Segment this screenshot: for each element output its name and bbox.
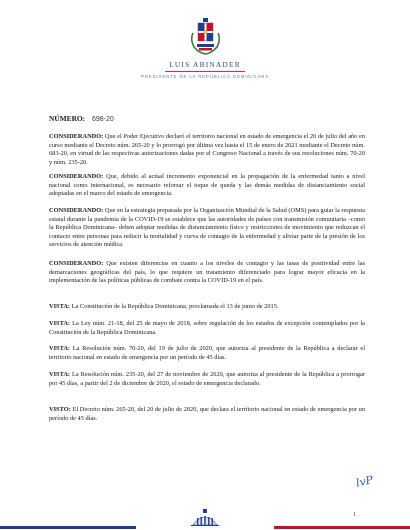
paragraph-text: Que en la estrategia preparada por la Organización Mundial de la Salud (OMS) para guiar la respuesta estatal durante la pandemia de la COVID-19 se establece que las autoridades de países con transmisión comunitaria –como la República Dominicana– deben adoptar medidas de distanciamiento físico y restricciones de movimiento que reduzcan el contacto entre personas para reducir la mortalidad y curva de contagio de la enfermedad y aliviar parte de la presión de los servicios de atención médica. (49, 207, 365, 249)
paragraph-considerando-3 (49, 207, 365, 250)
paragraph-text: La Resolución núm. 70-20, del 19 de julio de 2020, que autoriza al presidente de la República a declarar el territorio nacional en estado de emergencia por un período de 45 días. (49, 345, 365, 361)
paragraph-lead: VISTA: (49, 345, 71, 352)
paragraph-lead: VISTO: (49, 406, 71, 413)
paragraph-considerando-2 (49, 173, 365, 199)
footer-stripe-blue (0, 526, 136, 529)
paragraph-text: La Resolución núm. 235-20, del 27 de noviembre de 2020, que autoriza al presidente de la República a prorrogar por 45 días, a partir del 2 de diciembre de 2020, el estado de emergencia declarado. (49, 371, 365, 387)
paragraph-text: La Constitución de la República Dominicana, proclamada el 13 de junio de 2015. (70, 303, 279, 310)
paragraph-text: Que el Poder Ejecutivo declaró el territorio nacional en estado de emergencia el 20 de julio del año en curso mediante el Decreto núm. 265-20 y lo prorrogó por última vez hasta el 15 de enero de 2021 mediante el Decreto núm. 683-20, en virtud de las respectivas autorizaciones dadas por el Congreso Nacional a través de sus resoluciones núm. 70-20 y núm. 235-20. (49, 133, 365, 166)
paragraph-visto-1 (49, 406, 365, 423)
paragraph-text: Que, debido al actual incremento exponencial en la propagación de la enfermedad tanto a nivel nacional como internacional, es necesario reforzar el toque de queda y las demás medidas de distanciamiento social adoptadas en el marco del estado de emergencia. (49, 173, 365, 198)
footer-stripe-white (136, 526, 274, 529)
paragraph-considerando-1 (49, 133, 365, 167)
footer-stripe-red (274, 526, 410, 529)
paragraph-lead: CONSIDERANDO: (49, 260, 104, 267)
paragraph-lead: VISTA: (49, 320, 71, 327)
paragraph-lead: VISTA: (49, 303, 71, 310)
decree-number-label: NÚMERO: (49, 114, 86, 123)
header-divider (165, 71, 245, 72)
national-palace-icon (185, 505, 225, 527)
president-office: PRESIDENTE DE LA REPÚBLICA DOMINICANA (140, 74, 270, 79)
paragraph-lead: VISTA: (49, 371, 71, 378)
coat-of-arms-icon (190, 17, 221, 55)
paragraph-lead: CONSIDERANDO: (49, 173, 104, 180)
paragraph-lead: CONSIDERANDO: (49, 207, 104, 214)
paragraph-vista-3 (49, 345, 365, 362)
paragraph-vista-2 (49, 320, 365, 337)
paragraph-text: Que existen diferencias en cuanto a los niveles de contagio y las tasas de positividad entre las demarcaciones geográficas del país, lo que requiere un tratamiento diferenciado para lograr mayor eficacia en la implementación de las políticas públicas de combate contra la COVID-19 en el país. (49, 260, 365, 285)
paragraph-text: El Decreto núm. 265-20, del 20 de julio de 2020, que declara el territorio nacional en estado de emergencia por un período de 45 días. (49, 406, 365, 422)
paragraph-vista-1 (49, 303, 365, 312)
paragraph-vista-4 (49, 371, 365, 388)
paragraph-text: La Ley núm. 21-18, del 25 de mayo de 2018, sobre regulación de los estados de excepción contemplados por la Constitución de la República Dominicana. (49, 320, 365, 336)
president-name: LUIS ABINADER (169, 60, 241, 69)
paragraph-lead: CONSIDERANDO: (49, 133, 104, 140)
handwritten-initials: lvP (354, 473, 375, 490)
page-number: 1 (353, 511, 357, 518)
decree-number (49, 114, 114, 123)
decree-number-value: 698-20 (92, 116, 114, 123)
paragraph-considerando-4 (49, 260, 365, 286)
